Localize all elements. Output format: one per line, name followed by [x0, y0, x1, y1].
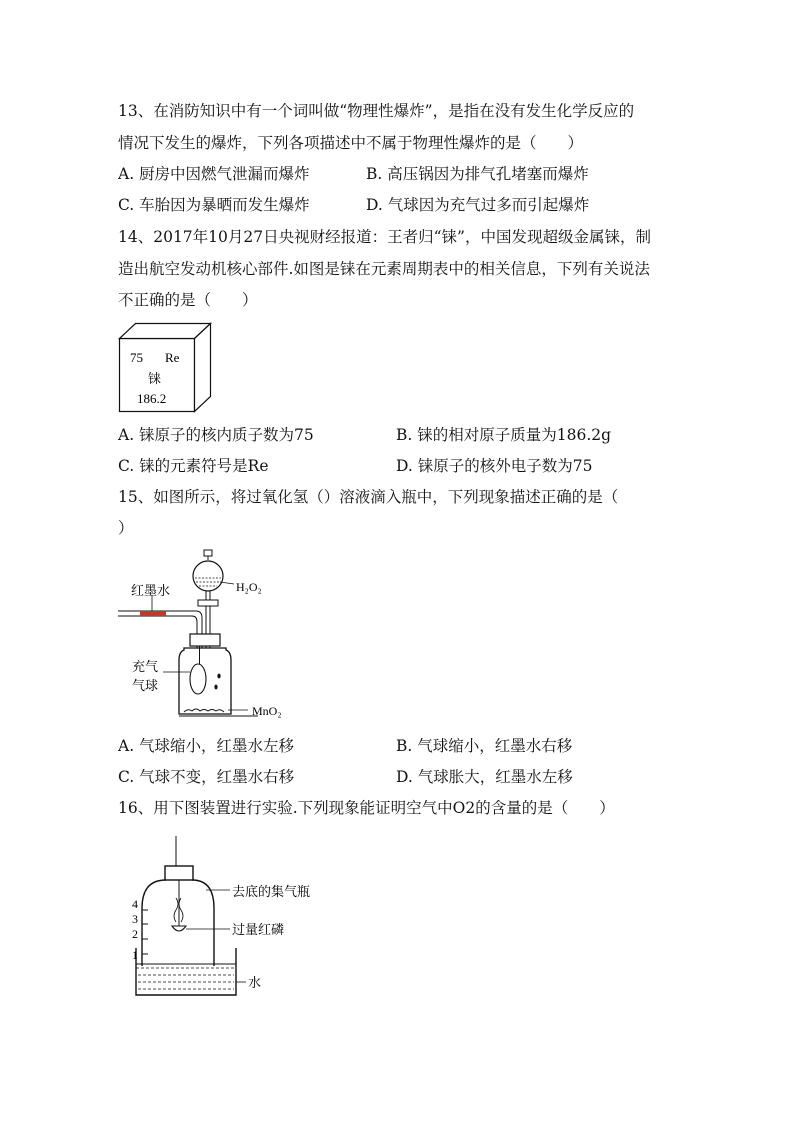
q14-stem-line2: 造出航空发动机核心部件.如图是铼在元素周期表中的相关信息，下列有关说法	[118, 260, 650, 278]
q15-option-d[interactable]: D. 气球胀大，红墨水左移	[396, 768, 573, 786]
q13-option-b[interactable]: B. 高压锅因为排气孔堵塞而爆炸	[366, 165, 589, 183]
q15-stem-line1: 15、如图所示，将过氧化氢（）溶液滴入瓶中，下列现象描述正确的是（	[118, 488, 619, 506]
red-ink-drop	[140, 611, 166, 616]
label-balloon-1: 充气	[132, 659, 159, 674]
q14-stem-line1: 14、2017年10月27日央视财经报道：王者归“铼”，中国发现超级金属铼，制	[118, 228, 651, 246]
q15-option-a[interactable]: A. 气球缩小，红墨水左移	[118, 737, 295, 755]
label-h2o2: H₂O₂	[236, 580, 262, 594]
label-water: 水	[248, 975, 262, 990]
label-jar: 去底的集气瓶	[232, 884, 311, 899]
element-cell-figure	[118, 322, 218, 414]
q13-stem-line2: 情况下发生的爆炸，下列各项描述中不属于物理性爆炸的是（ ）	[118, 134, 584, 152]
phosphorus-apparatus-figure	[130, 836, 330, 1000]
element-symbol: Re	[165, 350, 180, 365]
q15-option-c[interactable]: C. 气球不变，红墨水右移	[118, 768, 295, 786]
h2o2-apparatus-figure	[118, 548, 308, 723]
label-balloon-2: 气球	[132, 678, 159, 693]
scale-mark-1: 1	[132, 948, 138, 962]
label-phosphorus: 过量红磷	[232, 922, 285, 937]
q14-stem-line3: 不正确的是（ ）	[118, 291, 258, 309]
q16-stem-line1: 16、用下图装置进行实验.下列现象能证明空气中O2的含量的是（ ）	[118, 799, 615, 817]
q14-option-c[interactable]: C. 铼的元素符号是Re	[118, 457, 269, 475]
q14-option-a[interactable]: A. 铼原子的核内质子数为75	[118, 426, 314, 444]
label-red-ink: 红墨水	[131, 583, 171, 598]
element-atomic-number: 75	[130, 350, 143, 365]
q15-option-b[interactable]: B. 气球缩小，红墨水右移	[396, 737, 573, 755]
q13-option-d[interactable]: D. 气球因为充气过多而引起爆炸	[366, 196, 590, 214]
scale-mark-2: 2	[132, 927, 138, 941]
scale-mark-3: 3	[132, 912, 138, 926]
label-mno2: MnO₂	[252, 704, 282, 718]
q15-stem-line2: ）	[118, 519, 134, 537]
element-name: 铼	[148, 371, 162, 386]
q14-option-d[interactable]: D. 铼原子的核外电子数为75	[396, 457, 593, 475]
q13-option-c[interactable]: C. 车胎因为暴晒而发生爆炸	[118, 196, 310, 214]
element-atomic-mass: 186.2	[137, 391, 167, 406]
q13-option-a[interactable]: A. 厨房中因燃气泄漏而爆炸	[118, 165, 310, 183]
q13-stem-line1: 13、在消防知识中有一个词叫做“物理性爆炸”，是指在没有发生化学反应的	[118, 102, 635, 120]
scale-mark-4: 4	[132, 897, 138, 911]
q14-option-b[interactable]: B. 铼的相对原子质量为186.2g	[396, 426, 612, 444]
